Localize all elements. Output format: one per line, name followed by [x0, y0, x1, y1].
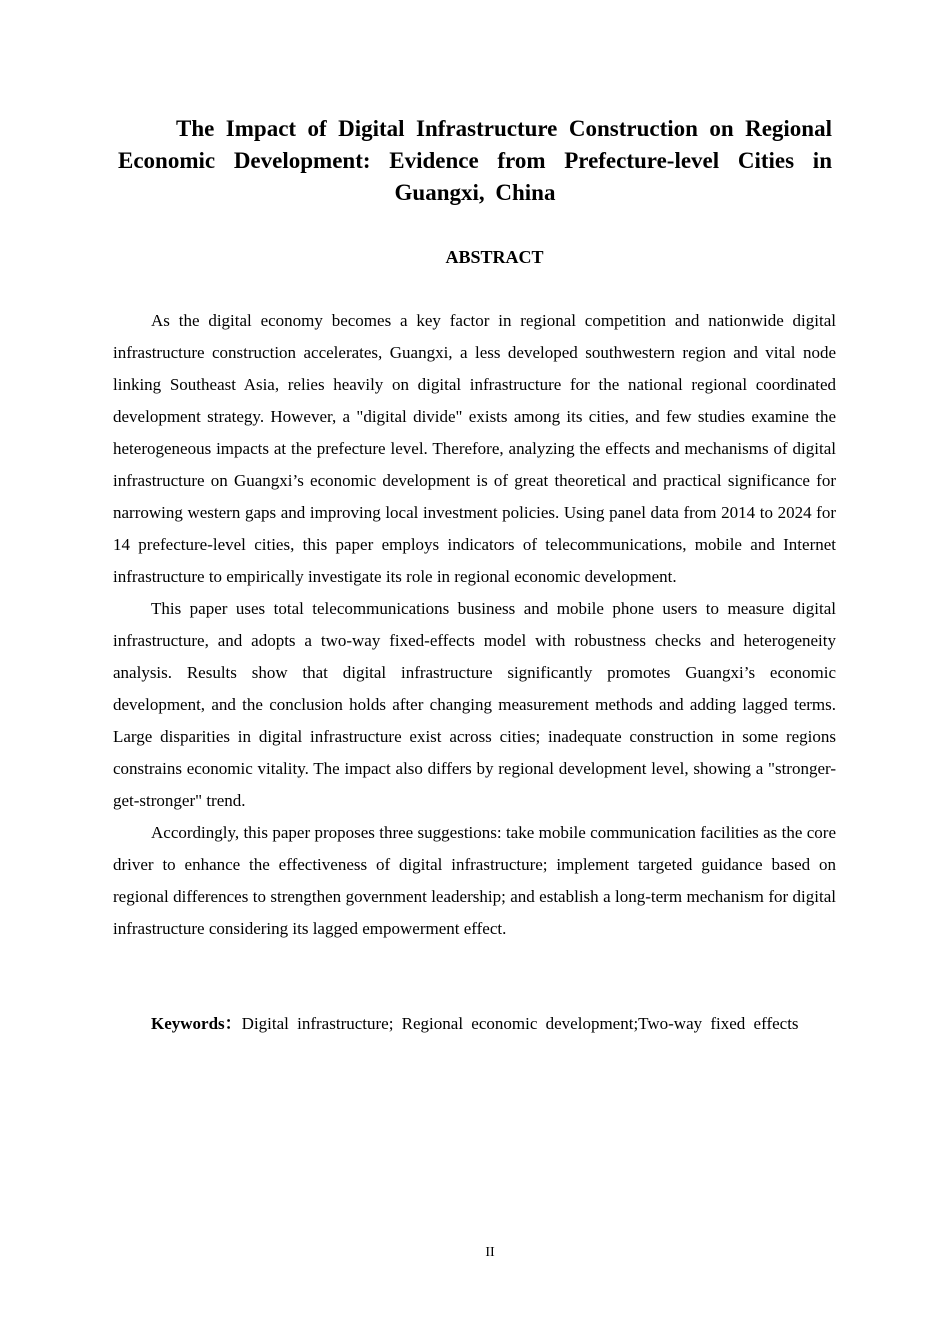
abstract-heading: ABSTRACT	[445, 247, 544, 267]
keywords-line	[113, 1008, 822, 1040]
page-number: II	[485, 1245, 495, 1260]
abstract-paragraph-3: Accordingly, this paper proposes three suggestions: take mobile communication facilities as the core driver to enhance the effectiveness of digital infrastructure; implement targeted guidance based on regional differences to strengthen government leadership; and establish a long-term mechanism for digital infrastructure considering its lagged empowerment effect.	[113, 823, 836, 938]
keywords-separator: ：	[224, 1014, 242, 1033]
abstract-body	[113, 305, 836, 945]
abstract-paragraph-2: This paper uses total telecommunications business and mobile phone users to measure digital infrastructure, and adopts a two-way fixed-effects model with robustness checks and heterogeneity analysis. Results show that digital infrastructure significantly promotes Guangxi’s economic development, and the conclusion holds after changing measurement methods and adding lagged terms. Large disparities in digital infrastructure exist across cities; inadequate construction in some regions constrains economic vitality. The impact also differs by regional development level, showing a "stronger-get-stronger" trend.	[113, 599, 836, 810]
paper-title: The Impact of Digital Infrastructure Construction on Regional Economic Development: Evidence from Prefecture-level Cities in Guangxi, China	[118, 116, 832, 205]
abstract-paragraph-1: As the digital economy becomes a key factor in regional competition and nationwide digital infrastructure construction accelerates, Guangxi, a less developed southwestern region and vital node linking Southeast Asia, relies heavily on digital infrastructure for the national regional coordinated development strategy. However, a "digital divide" exists among its cities, and few studies examine the heterogeneous impacts at the prefecture level. Therefore, analyzing the effects and mechanisms of digital infrastructure on Guangxi’s economic development is of great theoretical and practical significance for narrowing western gaps and improving local investment policies. Using panel data from 2014 to 2024 for 14 prefecture-level cities, this paper employs indicators of telecommunications, mobile and Internet infrastructure to empirically investigate its role in regional economic development.	[113, 311, 836, 586]
keywords-text: Digital infrastructure; Regional economic development;Two-way fixed effects	[241, 1014, 799, 1033]
keywords-label: Keywords	[151, 1014, 225, 1033]
